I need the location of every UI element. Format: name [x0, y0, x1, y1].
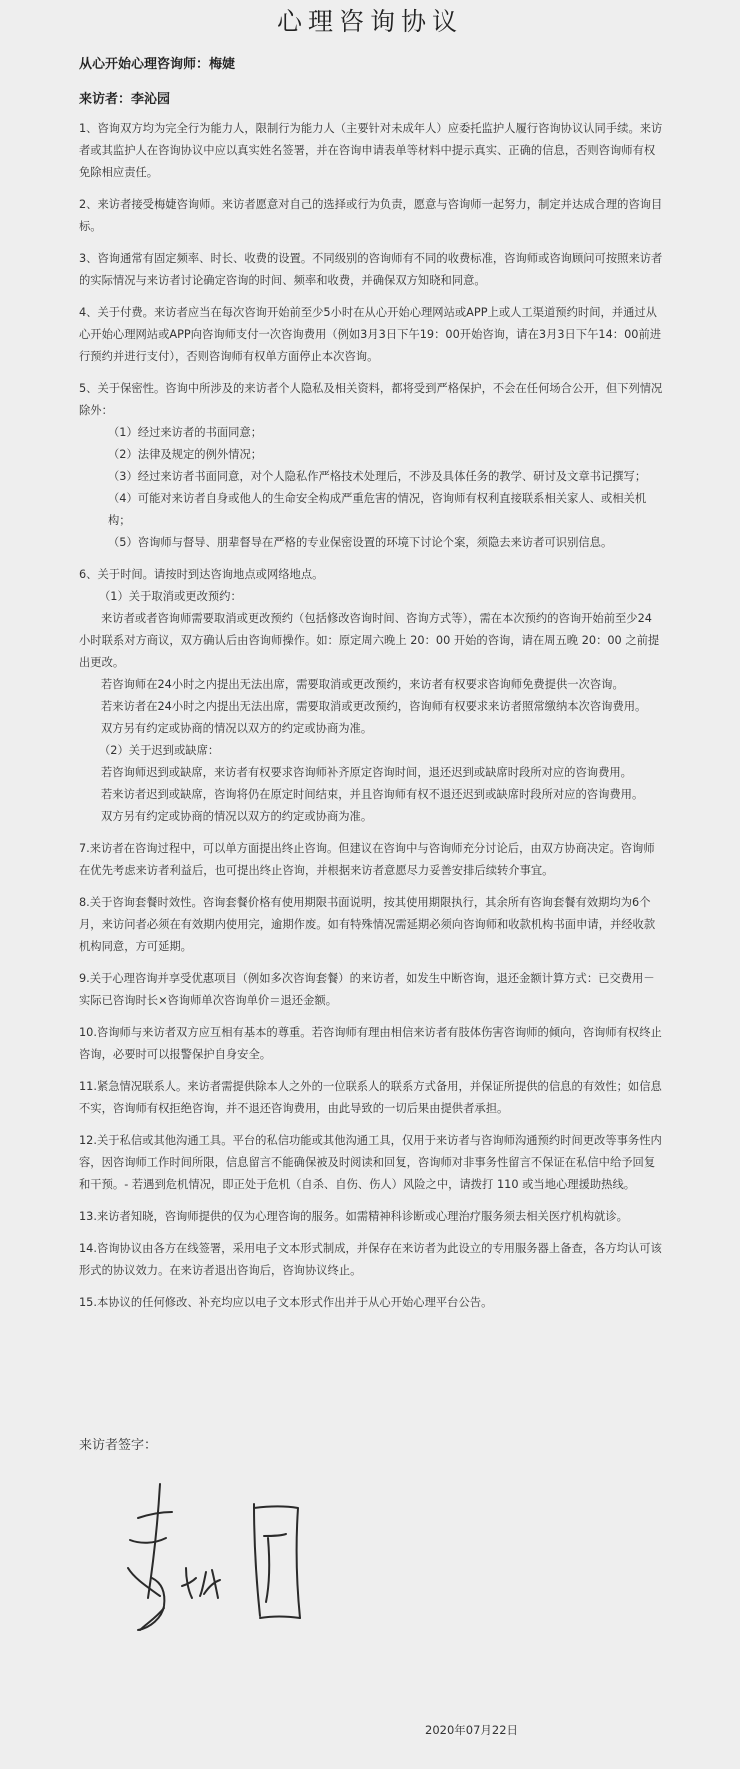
clause-6-2-text: 双方另有约定或协商的情况以双方的约定或协商为准。: [101, 810, 373, 823]
clause-5-item: （4）可能对来访者自身或他人的生命安全构成严重危害的情况，咨询师有权利直接联系相关家人、或相关机构；: [108, 492, 647, 527]
clause-6-1-text: 双方另有约定或协商的情况以双方的约定或协商为准。: [101, 722, 373, 735]
clause-4: 4、关于付费。来访者应当在每次咨询开始前至少5小时在从心开始心理网站或APP上或人工渠道预约时间，并通过从心开始心理网站或APP向咨询师支付一次咨询费用（例如3月3日下午19：00开始咨询，请在3月3日下午14：00前进行预约并进行支付），否则咨询师有权单方面停止本次咨询。: [79, 306, 662, 363]
clause-7: 7.来访者在咨询过程中，可以单方面提出终止咨询。但建议在咨询中与咨询师充分讨论后，由双方协商决定。咨询师在优先考虑来访者利益后，也可提出终止咨询，并根据来访者意愿尽力妥善安排后续转介事宜。: [79, 842, 655, 877]
page-title: 心理咨询协议: [276, 7, 463, 36]
counselor-line: 从心开始心理咨询师：梅婕: [79, 57, 236, 72]
clause-5: [79, 378, 663, 554]
visitor-line: 来访者：李沁园: [79, 92, 171, 107]
clause-6-2-text: 若来访者迟到或缺席，咨询将仍在原定时间结束，并且咨询师有权不退还迟到或缺席时段所对应的咨询费用。: [101, 788, 644, 801]
clause-6-1-text: 若咨询师在24小时之内提出无法出席，需要取消或更改预约，来访者有权要求咨询师免费提供一次咨询。: [101, 678, 624, 691]
agreement-body: [79, 118, 663, 1324]
clause-3: 3、咨询通常有固定频率、时长、收费的设置。不同级别的咨询师有不同的收费标准，咨询师或咨询顾问可按照来访者的实际情况与来访者讨论确定咨询的时间、频率和收费，并确保双方知晓和同意。: [79, 252, 663, 287]
clause-10: 10.咨询师与来访者双方应互相有基本的尊重。若咨询师有理由相信来访者有肢体伤害咨询师的倾向，咨询师有权终止咨询，必要时可以报警保护自身安全。: [79, 1026, 662, 1061]
clause-5-item: （3）经过来访者书面同意，对个人隐私作严格技术处理后，不涉及具体任务的教学、研讨及文章书记撰写；: [108, 470, 647, 483]
clause-13: 13.来访者知晓，咨询师提供的仅为心理咨询的服务。如需精神科诊断或心理治疗服务须去相关医疗机构就诊。: [79, 1210, 628, 1223]
clause-12: 12.关于私信或其他沟通工具。平台的私信功能或其他沟通工具，仅用于来访者与咨询师沟通预约时间更改等事务性内容，因咨询师工作时间所限，信息留言不能确保被及时阅读和回复，咨询师对非事务性留言不保证在私信中给予回复和干预。- 若遇到危机情况，即正处于危机（自杀、自伤、伤人）风险之中，请拨打 110 或当地心理援助热线。: [79, 1134, 662, 1191]
clause-14: 14.咨询协议由各方在线签署，采用电子文本形式制成，并保存在来访者为此设立的专用服务器上备查，各方均认可该形式的协议效力。在来访者退出咨询后，咨询协议终止。: [79, 1242, 662, 1277]
clause-8: 8.关于咨询套餐时效性。咨询套餐价格有使用期限书面说明，按其使用期限执行，其余所有咨询套餐有效期均为6个月，来访问者必须在有效期内使用完，逾期作废。如有特殊情况需延期必须向咨询师和收款机构书面申请，并经收款机构同意，方可延期。: [79, 896, 656, 953]
clause-15: 15.本协议的任何修改、补充均应以电子文本形式作出并于从心开始心理平台公告。: [79, 1296, 493, 1309]
clause-5-item: （2）法律及规定的例外情况；: [108, 448, 263, 461]
handwritten-signature: [120, 1478, 330, 1643]
clause-6-1-title: （1）关于取消或更改预约：: [99, 590, 242, 603]
clause-6-2-title: （2）关于迟到或缺席：: [99, 744, 220, 757]
clause-2: 2、来访者接受梅婕咨询师。来访者愿意对自己的选择或行为负责，愿意与咨询师一起努力，制定并达成合理的咨询目标。: [79, 198, 663, 233]
clause-5-item: （1）经过来访者的书面同意；: [108, 426, 263, 439]
clause-5-item: （5）咨询师与督导、朋辈督导在严格的专业保密设置的环境下讨论个案，须隐去来访者可识别信息。: [108, 536, 613, 549]
clause-5-intro: 5、关于保密性。咨询中所涉及的来访者个人隐私及相关资料，都将受到严格保护，不会在任何场合公开，但下列情况除外：: [79, 382, 663, 417]
clause-6-1-text: 若来访者在24小时之内提出无法出席，需要取消或更改预约，咨询师有权要求来访者照常缴纳本次咨询费用。: [101, 700, 647, 713]
clause-6-intro: 6、关于时间。请按时到达咨询地点或网络地点。: [79, 568, 324, 581]
clause-6-1-text: 来访者或者咨询师需要取消或更改预约（包括修改咨询时间、咨询方式等），需在本次预约的咨询开始前至少24小时联系对方商议，双方确认后由咨询师操作。如：原定周六晚上 20：00 开始的咨询，请在周五晚 20：00 之前提出更改。: [79, 612, 660, 669]
clause-6: [79, 564, 663, 828]
clause-1: 1、咨询双方均为完全行为能力人，限制行为能力人（主要针对未成年人）应委托监护人履行咨询协议认同手续。来访者或其监护人在咨询协议中应以真实姓名签署，并在咨询申请表单等材料中提示真实、正确的信息，否则咨询师有权免除相应责任。: [79, 122, 663, 179]
clause-6-2-text: 若咨询师迟到或缺席，来访者有权要求咨询师补齐原定咨询时间，退还迟到或缺席时段所对应的咨询费用。: [101, 766, 632, 779]
signature-label: 来访者签字：: [79, 1438, 158, 1453]
clause-11: 11.紧急情况联系人。来访者需提供除本人之外的一位联系人的联系方式备用，并保证所提供的信息的有效性；如信息不实，咨询师有权拒绝咨询，并不退还咨询费用，由此导致的一切后果由提供者承担。: [79, 1080, 662, 1115]
clause-9: 9.关于心理咨询并享受优惠项目（例如多次咨询套餐）的来访者，如发生中断咨询，退还金额计算方式：已交费用－实际已咨询时长×咨询师单次咨询单价＝退还金额。: [79, 972, 655, 1007]
signature-date: 2020年07月22日: [425, 1723, 519, 1737]
